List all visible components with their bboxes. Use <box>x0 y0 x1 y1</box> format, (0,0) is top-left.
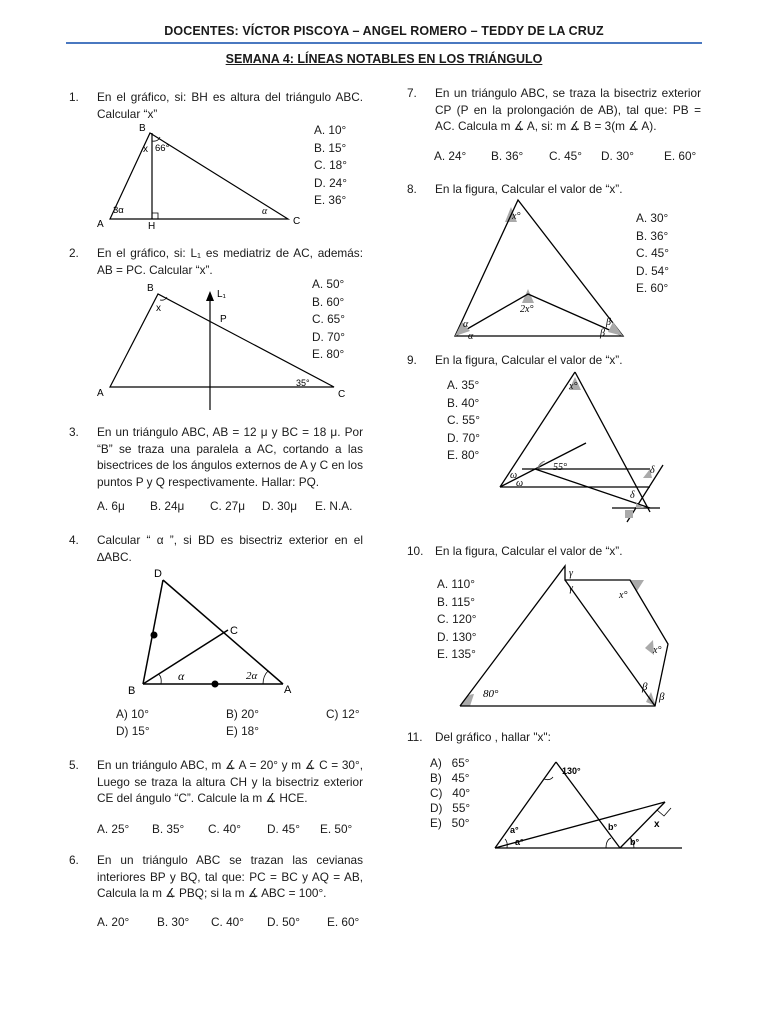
label-x: x <box>156 303 161 314</box>
label-C: C <box>230 625 238 637</box>
option-d[interactable]: D. 30μ <box>262 499 297 513</box>
label-beta-2: β <box>600 328 605 339</box>
option-e[interactable]: E) 18° <box>226 724 259 738</box>
label-b-1: b° <box>608 822 618 832</box>
label-A: A <box>284 684 292 696</box>
label-x: x <box>143 144 148 155</box>
option-d[interactable]: D. 70° <box>312 329 345 344</box>
problem-10 <box>407 543 701 561</box>
option-e[interactable]: E. 60° <box>327 915 360 929</box>
label-alpha-1: α <box>463 319 469 330</box>
label-x: x° <box>512 211 521 222</box>
label-delta-2: δ <box>630 490 635 501</box>
problem-text: En un triángulo ABC, m ∡ A = 20° y m ∡ C = 30°, Luego se traza la altura CH y la bisectriz exterior CE del ángulo “C”. Calcule la m ∡ HCE. <box>97 758 363 805</box>
option-e[interactable]: E. 60° <box>636 281 669 295</box>
problem-text: En la figura, Calcular el valor de “x”. <box>435 544 623 558</box>
label-b-2: b° <box>630 837 640 847</box>
problem-11 <box>407 729 701 747</box>
options-problem-9 <box>447 377 480 465</box>
options-problem-10 <box>437 576 476 664</box>
label-x-2: x° <box>653 645 662 656</box>
option-e[interactable]: E. 50° <box>320 822 353 836</box>
problem-2 <box>69 245 363 275</box>
option-a[interactable]: A. 35° <box>447 378 480 392</box>
options-problem-2 <box>312 276 345 364</box>
option-e[interactable]: E. 36° <box>314 193 347 207</box>
label-beta-2: β <box>659 691 665 703</box>
label-x-1: x° <box>619 590 628 601</box>
option-d[interactable]: D. 30° <box>601 149 634 163</box>
problem-8 <box>407 181 701 199</box>
problem-1 <box>69 89 363 119</box>
option-b[interactable]: B. 24μ <box>150 499 185 513</box>
label-x: x° <box>569 381 578 392</box>
label-delta-1: δ <box>650 465 655 476</box>
label-C: C <box>338 389 346 400</box>
label-A: A <box>97 388 104 399</box>
option-c[interactable]: C. 40° <box>208 822 241 836</box>
label-beta-1: β <box>642 681 648 693</box>
problem-number: 4. <box>69 533 79 547</box>
option-d[interactable]: D. 130° <box>437 629 477 644</box>
option-d[interactable]: D. 50° <box>267 915 300 929</box>
label-C: C <box>293 216 301 227</box>
option-e[interactable]: E. 80° <box>447 448 480 462</box>
option-c[interactable]: C) 12° <box>326 707 360 721</box>
option-b[interactable]: B. 36° <box>491 149 524 163</box>
problem-number: 7. <box>407 86 417 100</box>
problem-number: 6. <box>69 853 79 867</box>
option-d[interactable]: D. 24° <box>314 175 347 190</box>
problem-number: 3. <box>69 425 79 439</box>
header-authors: DOCENTES: VÍCTOR PISCOYA – ANGEL ROMERO – TEDDY DE LA CRUZ <box>164 24 604 38</box>
label-gamma-1: γ <box>569 568 573 579</box>
problem-text: En el gráfico, si: L₁ es mediatriz de AC, además: AB = PC. Calcular “x”. <box>97 246 363 277</box>
option-d[interactable]: D. 70° <box>447 430 480 445</box>
option-c[interactable]: C. 27μ <box>210 499 245 513</box>
problem-text: En el gráfico, si: BH es altura del triángulo ABC. Calcular “x” <box>97 90 363 121</box>
option-a[interactable]: A. 10° <box>314 123 347 137</box>
option-e[interactable]: E. 60° <box>664 149 697 163</box>
option-b[interactable]: B. 35° <box>152 822 185 836</box>
label-a-2: a° <box>515 837 524 847</box>
label-3alpha: 3α <box>113 205 124 216</box>
problem-3 <box>69 424 363 490</box>
problem-text: En un triángulo ABC, AB = 12 μ y BC = 18 μ. Por “B” se traza una paralela a AC, cortando a las bisectrices de los ángulos externos de A y C en los puntos P y Q respectivamente. Hallar: PQ. <box>97 425 363 489</box>
problem-text: Calcular “ α ”, si BD es bisectriz exterior en el ∆ABC. <box>97 533 363 564</box>
option-b[interactable]: B. 115° <box>437 594 475 609</box>
label-B: B <box>128 685 136 697</box>
problem-number: 11. <box>407 730 423 744</box>
option-b[interactable]: B) 20° <box>226 707 259 721</box>
option-c[interactable]: C. 18° <box>314 158 347 172</box>
label-2x: 2x° <box>520 304 534 315</box>
option-e[interactable]: E. N.A. <box>315 499 353 513</box>
label-x: x <box>654 819 660 830</box>
option-b[interactable]: B. 15° <box>314 140 347 155</box>
problem-text: Del gráfico , hallar "x": <box>435 730 551 744</box>
option-c[interactable]: C. 65° <box>312 312 345 326</box>
option-e[interactable]: E. 135° <box>437 647 476 661</box>
label-80: 80° <box>483 688 499 700</box>
option-d[interactable]: D. 54° <box>636 263 669 278</box>
problem-number: 2. <box>69 246 79 260</box>
problem-6 <box>69 852 363 902</box>
label-alpha-2: α <box>468 331 474 342</box>
problem-number: 10. <box>407 544 424 558</box>
option-a[interactable]: A. 50° <box>312 277 345 291</box>
problem-7 <box>407 85 701 135</box>
label-gamma-2: γ <box>569 583 573 594</box>
problem-text: En un triángulo ABC se trazan las cevianas interiores BP y BQ, tal que: PC = BC y AQ = AB, Calcula la m ∡ PBQ; si la m ∡ ABC = 100°. <box>97 853 363 900</box>
label-beta-1: β <box>606 317 611 328</box>
label-B: B <box>139 123 146 134</box>
option-c[interactable]: C. 120° <box>437 612 477 626</box>
problem-number: 9. <box>407 353 417 367</box>
option-e[interactable]: E. 80° <box>312 347 345 361</box>
option-a[interactable]: A. 30° <box>636 211 669 225</box>
option-d[interactable]: D) 15° <box>116 724 150 738</box>
label-H: H <box>148 221 156 232</box>
option-b[interactable]: B. 40° <box>447 395 480 410</box>
option-a[interactable]: A. 110° <box>437 577 475 591</box>
label-L1: L₁ <box>217 289 226 300</box>
label-a-1: a° <box>510 825 519 835</box>
label-55: 55° <box>553 462 567 473</box>
option-a[interactable]: A. 24° <box>434 149 467 163</box>
label-omega-2: ω <box>516 478 524 489</box>
label-2alpha: 2α <box>246 670 258 682</box>
label-A: A <box>97 219 104 230</box>
label-130: 130° <box>562 766 581 776</box>
problem-number: 1. <box>69 90 79 104</box>
option-a[interactable]: A. 20° <box>97 915 130 929</box>
options-problem-1 <box>314 122 347 210</box>
option-b[interactable]: B. 36° <box>636 228 669 243</box>
problem-number: 5. <box>69 758 79 772</box>
problem-4 <box>69 532 363 564</box>
label-B: B <box>147 283 154 294</box>
options-problem-8 <box>636 210 669 298</box>
label-66: 66° <box>155 143 170 154</box>
header-rule <box>66 42 702 44</box>
option-a[interactable]: A) 65° <box>430 756 470 770</box>
problem-number: 8. <box>407 182 417 196</box>
label-D: D <box>154 568 162 580</box>
problem-5 <box>69 757 363 807</box>
option-a[interactable]: A) 10° <box>116 707 149 721</box>
page-title: SEMANA 4: LÍNEAS NOTABLES EN LOS TRIÁNGULO <box>225 52 543 66</box>
option-e[interactable]: E) 50° <box>430 816 470 830</box>
problem-text: En la figura, Calcular el valor de “x”. <box>435 353 623 367</box>
option-b[interactable]: B) 45° <box>430 771 470 785</box>
option-d[interactable]: D) 55° <box>430 801 471 815</box>
option-a[interactable]: A. 6μ <box>97 499 125 513</box>
option-c[interactable]: C. 45° <box>549 149 582 163</box>
problem-9 <box>407 352 701 370</box>
option-c[interactable]: C. 40° <box>211 915 244 929</box>
option-b[interactable]: B. 60° <box>312 294 345 309</box>
option-c[interactable]: C. 55° <box>447 413 480 427</box>
label-alpha: α <box>262 206 268 217</box>
label-omega-1: ω <box>510 470 518 481</box>
label-35: 35° <box>296 378 310 388</box>
option-c[interactable]: C) 40° <box>430 786 471 800</box>
option-b[interactable]: B. 30° <box>157 915 190 929</box>
problem-text: En la figura, Calcular el valor de “x”. <box>435 182 623 196</box>
problem-text: En un triángulo ABC, se traza la bisectriz exterior CP (P en la prolongación de AB), tal que: PB = AC. Calcula m ∡ A, si: m ∡ B = 3(m ∡ A). <box>435 86 701 133</box>
label-P: P <box>220 314 227 325</box>
options-problem-11 <box>430 756 470 831</box>
option-c[interactable]: C. 45° <box>636 246 669 260</box>
option-a[interactable]: A. 25° <box>97 822 130 836</box>
option-d[interactable]: D. 45° <box>267 822 300 836</box>
label-alpha: α <box>178 669 185 683</box>
